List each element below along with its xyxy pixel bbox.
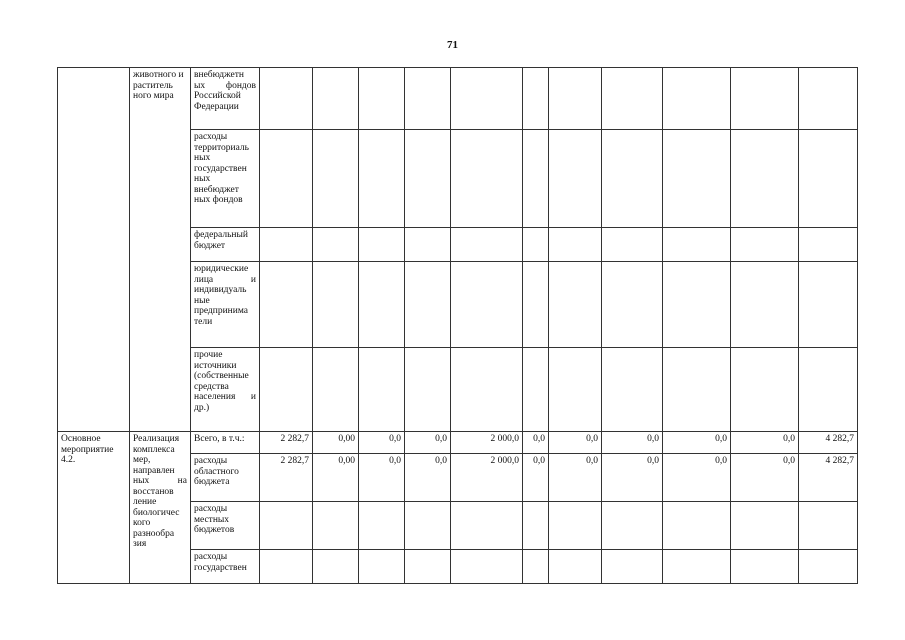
value-cell	[663, 502, 731, 550]
value-cell	[313, 550, 359, 584]
value-cell	[313, 228, 359, 262]
value-cell: 0,0	[663, 432, 731, 454]
measure-description-cell: Реализация комплекса мер, направлен ных на восстанов ление биологичес кого разнообра зия	[130, 432, 191, 584]
value-cell	[523, 228, 549, 262]
value-cell: 0,0	[523, 432, 549, 454]
value-cell: 0,0	[405, 432, 451, 454]
value-cell	[663, 550, 731, 584]
funding-source-label: расходы государствен	[191, 550, 260, 584]
funding-source-label: федеральный бюджет	[191, 228, 260, 262]
table-row	[58, 68, 858, 130]
table-row	[58, 432, 858, 454]
value-cell: 2 000,0	[451, 432, 523, 454]
budget-table	[57, 67, 858, 584]
value-cell	[663, 348, 731, 432]
value-cell	[359, 130, 405, 228]
value-cell: 4 282,7	[799, 454, 858, 502]
value-cell	[549, 348, 602, 432]
value-cell: 0,0	[602, 432, 663, 454]
value-cell	[549, 130, 602, 228]
value-cell	[799, 68, 858, 130]
value-cell	[451, 502, 523, 550]
value-cell: 0,00	[313, 454, 359, 502]
value-cell	[260, 68, 313, 130]
value-cell	[260, 550, 313, 584]
value-cell	[731, 68, 799, 130]
value-cell: 4 282,7	[799, 432, 858, 454]
value-cell	[602, 550, 663, 584]
value-cell: 2 000,0	[451, 454, 523, 502]
value-cell	[405, 502, 451, 550]
value-cell	[731, 130, 799, 228]
funding-source-label: прочие источники (собственные средства населения и др.)	[191, 348, 260, 432]
value-cell	[313, 348, 359, 432]
value-cell	[602, 228, 663, 262]
value-cell	[359, 550, 405, 584]
value-cell	[451, 68, 523, 130]
value-cell	[602, 262, 663, 348]
value-cell: 0,0	[359, 454, 405, 502]
value-cell	[523, 550, 549, 584]
value-cell	[359, 262, 405, 348]
value-cell	[799, 262, 858, 348]
value-cell	[523, 262, 549, 348]
value-cell: 2 282,7	[260, 432, 313, 454]
value-cell	[451, 262, 523, 348]
value-cell	[523, 68, 549, 130]
value-cell: 0,0	[663, 454, 731, 502]
value-cell	[549, 502, 602, 550]
value-cell	[663, 228, 731, 262]
value-cell	[799, 550, 858, 584]
value-cell	[602, 68, 663, 130]
value-cell	[359, 348, 405, 432]
value-cell: 0,0	[549, 454, 602, 502]
value-cell	[451, 130, 523, 228]
value-cell	[799, 228, 858, 262]
value-cell	[663, 130, 731, 228]
funding-source-label: юридические лица и индивидуаль ные предпринима тели	[191, 262, 260, 348]
value-cell	[799, 502, 858, 550]
value-cell	[260, 228, 313, 262]
value-cell	[602, 130, 663, 228]
value-cell	[451, 348, 523, 432]
value-cell	[405, 348, 451, 432]
value-cell: 0,0	[549, 432, 602, 454]
value-cell	[260, 130, 313, 228]
value-cell	[359, 502, 405, 550]
value-cell	[731, 262, 799, 348]
value-cell	[602, 502, 663, 550]
page-number: 71	[447, 39, 458, 51]
value-cell	[549, 550, 602, 584]
value-cell: 0,0	[731, 432, 799, 454]
funding-source-label: внебюджетн ых фондов Российской Федерации	[191, 68, 260, 130]
value-cell	[549, 68, 602, 130]
value-cell: 0,0	[359, 432, 405, 454]
value-cell	[731, 348, 799, 432]
value-cell	[451, 228, 523, 262]
value-cell	[523, 502, 549, 550]
value-cell	[313, 502, 359, 550]
value-cell: 0,0	[523, 454, 549, 502]
funding-source-label: расходы территориаль ных государствен ных внебюджет ных фондов	[191, 130, 260, 228]
measure-name-cell: Основное мероприятие 4.2.	[58, 432, 130, 584]
value-cell	[359, 68, 405, 130]
measure-description-cell: животного и раститель ного мира	[130, 68, 191, 432]
value-cell: 0,0	[731, 454, 799, 502]
funding-source-label: расходы местных бюджетов	[191, 502, 260, 550]
value-cell	[313, 68, 359, 130]
value-cell	[313, 262, 359, 348]
value-cell	[602, 348, 663, 432]
value-cell	[523, 348, 549, 432]
value-cell: 2 282,7	[260, 454, 313, 502]
value-cell	[549, 262, 602, 348]
value-cell	[549, 228, 602, 262]
value-cell: 0,0	[602, 454, 663, 502]
funding-source-label: расходы областного бюджета	[191, 454, 260, 502]
value-cell	[313, 130, 359, 228]
value-cell	[799, 348, 858, 432]
measure-name-cell	[58, 68, 130, 432]
value-cell	[731, 502, 799, 550]
value-cell	[405, 262, 451, 348]
value-cell	[260, 348, 313, 432]
value-cell	[523, 130, 549, 228]
value-cell	[731, 228, 799, 262]
value-cell	[405, 550, 451, 584]
value-cell	[405, 130, 451, 228]
value-cell: 0,00	[313, 432, 359, 454]
value-cell	[731, 550, 799, 584]
value-cell	[260, 262, 313, 348]
value-cell	[663, 262, 731, 348]
value-cell	[405, 228, 451, 262]
value-cell	[405, 68, 451, 130]
value-cell	[451, 550, 523, 584]
funding-source-label: Всего, в т.ч.:	[191, 432, 260, 454]
value-cell: 0,0	[405, 454, 451, 502]
value-cell	[260, 502, 313, 550]
value-cell	[663, 68, 731, 130]
value-cell	[799, 130, 858, 228]
value-cell	[359, 228, 405, 262]
